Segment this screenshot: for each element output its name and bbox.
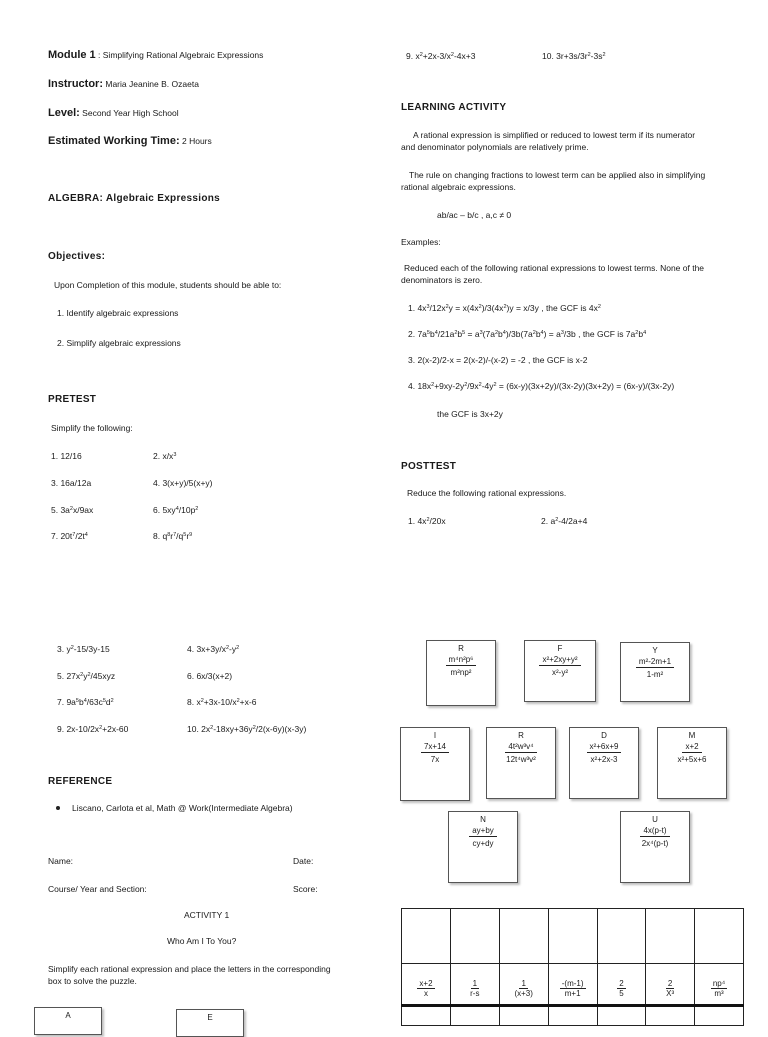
posttest-item-1: 1. $4x^2/20x$ (408, 516, 446, 526)
example-4: 4. $18x^2+9xy-2y^2/9x^2-4y^2 = (6x-y)(3x+2y)/(3x-2y)(3x+2y) = (6x-y)/(3x-2y)$ (408, 381, 675, 391)
puzzle-card (569, 727, 639, 799)
grid-fraction (597, 964, 646, 1006)
card-letter: R (458, 644, 464, 653)
name-label: Name: (48, 856, 74, 866)
reference-text: Liscano, Carlota et al, Math @ Work(Intermediate Algebra) (72, 803, 293, 813)
answer-cell[interactable] (548, 909, 597, 964)
answer-row (402, 1006, 744, 1026)
puzzle-card (426, 640, 496, 706)
pretest-item-10-text: 10. 3r+3s/3r (542, 51, 588, 61)
fraction-row (402, 964, 744, 1006)
pretest-item-4: 4. 3(x+y)/5(x+y) (153, 478, 213, 488)
objectives-intro: Upon Completion of this module, students should be able to: (54, 280, 282, 290)
card-denominator: 2x⁴(p-t) (641, 839, 669, 848)
answer-cell[interactable] (450, 1006, 499, 1026)
pretest-item-2: 2. $x/x^3$ (153, 451, 177, 461)
pretest-item-6: 6. $5xy^4/10p^2$ (153, 505, 199, 515)
card-numerator: x+2 (682, 742, 701, 753)
example-2: 2. $7a^5b^4/21a^2b^5 = a^3(7a^2b^4)/3b(7a^2b^4) = a^3/3b$ , the GCF is $7a^2b^4$ (408, 329, 647, 339)
card-letter: M (688, 731, 696, 740)
instructor-name: Maria Jeanine B. Ozaeta (105, 79, 199, 89)
card-letter: E (207, 1013, 213, 1022)
pretest-heading: PRETEST (48, 394, 97, 405)
grid-numerator: 2 (667, 979, 673, 988)
module-line: Module 1 : Simplifying Rational Algebraic Expressions (48, 49, 264, 61)
example-1: 1. $4x^3/12x^2y = x(4x^2)/3(4x^2)y = x/3y$ , the GCF is $4x^2$ (408, 303, 601, 313)
grid-numerator: 2 (619, 979, 624, 988)
answer-cell[interactable] (646, 1006, 695, 1026)
date-label: Date: (293, 856, 314, 866)
answer-cell[interactable] (646, 909, 695, 964)
pretest-item-1: 1. 12/16 (51, 451, 82, 461)
grid-numerator: 1 (521, 979, 526, 988)
card-letter: D (601, 731, 607, 740)
puzzle-card (620, 811, 690, 883)
card-numerator: m²-2m+1 (636, 657, 674, 668)
learning-paragraph-2: The rule on changing fractions to lowest term can be applied also in simplifying rational algebraic expressions. (401, 170, 706, 192)
posttest-item-3: 3. $y^2-15/3y-15$ (57, 644, 110, 654)
card-denominator: m²np² (450, 668, 472, 677)
posttest-item-8: 8. $x^2+3x-10/x^2+x-6$ (187, 697, 257, 707)
card-denominator: x²+2x-3 (590, 755, 618, 764)
card-denominator: 7x (430, 755, 440, 764)
card-denominator: 12t⁴w³v² (506, 755, 536, 764)
grid-denominator: m+1 (564, 989, 581, 998)
reference-heading: REFERENCE (48, 776, 113, 787)
puzzle-card (620, 642, 690, 702)
grid-fraction (499, 964, 548, 1006)
examples-label: Examples: (401, 237, 441, 247)
instructor-line (48, 78, 199, 90)
objective-1: 1. Identify algebraic expressions (57, 308, 179, 318)
level-label: Level: (48, 107, 80, 119)
posttest-item-6: 6. 6x/3(x+2) (187, 671, 233, 681)
puzzle-card-a (34, 1007, 102, 1035)
time-line (48, 135, 212, 147)
card-letter: F (557, 644, 563, 653)
answer-cell[interactable] (402, 1006, 451, 1026)
activity-subtitle: Who Am I To You? (167, 936, 237, 946)
posttest-intro: Reduce the following rational expressions. (407, 488, 567, 498)
card-numerator: x²+6x+9 (587, 742, 622, 753)
activity-title: ACTIVITY 1 (184, 910, 230, 920)
puzzle-card (524, 640, 596, 702)
grid-fraction (450, 964, 499, 1006)
example-4-gcf: the GCF is 3x+2y (437, 409, 503, 419)
grid-numerator: x+2 (419, 979, 433, 988)
pretest-intro: Simplify the following: (51, 423, 133, 433)
course-label: Course/ Year and Section: (48, 884, 147, 894)
card-letter: R (518, 731, 524, 740)
grid-denominator: m³ (714, 989, 724, 998)
puzzle-card (657, 727, 727, 799)
pretest-item-5: 5. $3a^2x/9ax$ (51, 505, 94, 515)
grid-fraction (402, 964, 451, 1006)
card-numerator: 4t²w³v⁴ (505, 742, 536, 753)
puzzle-card (486, 727, 556, 799)
grid-denominator: X³ (666, 989, 675, 998)
grid-fraction (548, 964, 597, 1006)
puzzle-card (448, 811, 518, 883)
card-denominator: x²-y² (552, 668, 568, 677)
score-label: Score: (293, 884, 318, 894)
posttest-item-5: 5. $27x^2y^2/45xyz$ (57, 671, 116, 681)
grid-numerator: np⁴ (712, 979, 726, 988)
pretest-item-3: 3. 16a/12a (51, 478, 92, 488)
answer-cell[interactable] (694, 1006, 743, 1026)
pretest-item-7: 7. $20t^7/2t^4$ (51, 531, 88, 541)
instructor-label: Instructor: (48, 78, 103, 90)
posttest-heading: POSTTEST (401, 461, 457, 472)
grid-numerator: 1 (472, 979, 478, 988)
answer-cell[interactable] (402, 909, 451, 964)
grid-denominator: r-s (470, 989, 480, 998)
algebra-heading: ALGEBRA: Algebraic Expressions (48, 193, 221, 204)
grid-numerator: -(m-1) (561, 979, 584, 988)
answer-cell[interactable] (597, 909, 646, 964)
grid-fraction (694, 964, 743, 1006)
time-label: Estimated Working Time: (48, 135, 180, 147)
puzzle-card (400, 727, 470, 801)
grid-denominator: x (423, 989, 428, 998)
puzzle-card-e (176, 1009, 244, 1037)
answer-grid (401, 908, 744, 1026)
answer-cell[interactable] (499, 909, 548, 964)
module-label: Module 1 (48, 49, 96, 61)
examples-intro: Reduced each of the following rational expressions to lowest terms. None of the denominators is zero. (401, 263, 705, 285)
grid-denominator: (x+3) (514, 989, 533, 998)
answer-row (402, 909, 744, 964)
pretest-item-9: 9. $x^2+2x-3/x^2-4x+3$ (406, 51, 476, 61)
answer-cell[interactable] (548, 1006, 597, 1026)
posttest-item-7: 7. $9a^5b^4/63c^5d^2$ (57, 697, 114, 707)
grid-denominator: 5 (619, 989, 624, 998)
module-title: Simplifying Rational Algebraic Expressions (102, 50, 264, 60)
card-numerator: 4x(p-t) (640, 826, 669, 837)
card-letter: I (433, 731, 437, 740)
card-letter: A (65, 1011, 71, 1020)
answer-cell[interactable] (694, 909, 743, 964)
card-denominator: cy+dy (472, 839, 494, 848)
objective-2: 2. Simplify algebraic expressions (57, 338, 181, 348)
reference-item (56, 803, 293, 813)
posttest-item-2: 2. $a^2-4/2a+4$ (541, 516, 588, 526)
card-letter: Y (652, 646, 658, 655)
card-numerator: m⁴n²p⁶ (446, 655, 477, 666)
level-line (48, 107, 179, 119)
card-denominator: 1-m² (646, 670, 664, 679)
pretest-item-10: 10. $3r+3s/3r^2-3s^2$ (542, 51, 606, 61)
activity-instructions: Simplify each rational expression and place the letters in the corresponding box to solve the puzzle. (48, 964, 331, 986)
posttest-item-4: 4. $3x+3y/x^2-y^2$ (187, 644, 240, 654)
answer-cell[interactable] (499, 1006, 548, 1026)
card-numerator: 7x+14 (421, 742, 449, 753)
posttest-item-10: 10. $2x^2-18xy+36y^2/2(x-6y)(x-3y)$ (187, 724, 307, 734)
posttest-item-9: 9. $2x-10/2x^2+2x-60$ (57, 724, 129, 734)
card-letter: U (652, 815, 658, 824)
card-numerator: x²+2xy+y² (539, 655, 580, 666)
rule-formula: ab/ac – b/c , a,c ≠ 0 (437, 210, 512, 220)
answer-cell[interactable] (597, 1006, 646, 1026)
time-value: 2 Hours (182, 136, 212, 146)
grid-fraction (646, 964, 695, 1006)
card-denominator: x²+5x+6 (677, 755, 707, 764)
answer-cell[interactable] (450, 909, 499, 964)
card-letter: N (480, 815, 486, 824)
pretest-item-8: 8. $q^8r^7/q^5r^9$ (153, 531, 193, 541)
bullet-icon (56, 806, 60, 810)
level-value: Second Year High School (82, 108, 179, 118)
objectives-heading: Objectives: (48, 251, 106, 262)
learning-paragraph-1: A rational expression is simplified or reduced to lowest term if its numerator and denominator polynomials are relatively prime. (401, 130, 696, 152)
card-numerator: ay+by (469, 826, 497, 837)
learning-heading: LEARNING ACTIVITY (401, 102, 507, 113)
example-3: 3. 2(x-2)/2-x = 2(x-2)/-(x-2) = -2 , the GCF is x-2 (408, 355, 588, 365)
